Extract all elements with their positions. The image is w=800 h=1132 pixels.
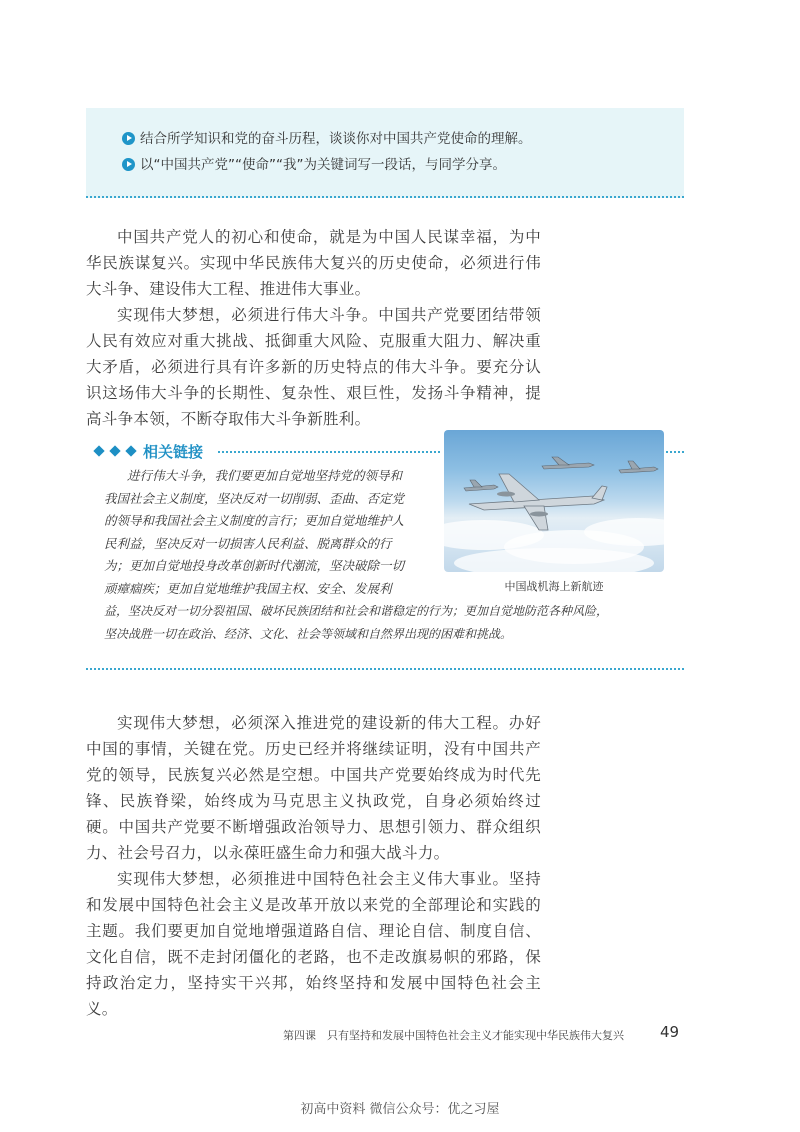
play-bullet-icon xyxy=(122,132,135,145)
heading-dotted-leader xyxy=(218,451,440,453)
paragraph: 实现伟大梦想，必须进行伟大斗争。中国共产党要团结带领人民有效应对重大挑战、抵御重大风险、克服重大阻力、解决重大矛盾，必须进行具有许多新的历史特点的伟大斗争。要充分认识这场伟大斗争的长期性、复杂性、艰巨性，发扬斗争精神，提高斗争本领，不断夺取伟大斗争新胜利。 xyxy=(86,306,541,428)
task-item-1: 结合所学知识和党的奋斗历程，谈谈你对中国共产党使命的理解。 xyxy=(122,127,532,147)
related-link-heading: 相关链接 xyxy=(95,441,203,462)
diamond-icon xyxy=(125,445,136,456)
divider-dotted xyxy=(86,196,684,198)
watermark-text: 初高中资料 微信公众号：优之习屋 xyxy=(300,1102,500,1117)
diamond-icon xyxy=(93,445,104,456)
discussion-task-box xyxy=(86,108,684,198)
related-link-line: 我国社会主义制度，坚决反对一切削弱、歪曲、否定党 xyxy=(104,491,405,506)
divider-dotted xyxy=(86,668,684,670)
page-number: 49 xyxy=(660,1023,680,1041)
task-item-2: 以“中国共产党”“使命”“我”为关键词写一段话，与同学分享。 xyxy=(122,153,506,173)
related-link-line: 民利益，坚决反对一切损害人民利益、脱离群众的行 xyxy=(104,536,392,551)
play-bullet-icon xyxy=(122,158,135,171)
paragraph: 中国共产党人的初心和使命，就是为中国人民谋幸福，为中华民族谋复兴。实现中华民族伟大复兴的历史使命，必须进行伟大斗争、建设伟大工程、推进伟大事业。 xyxy=(86,228,541,298)
chapter-title-footer: 第四课 只有坚持和发展中国特色社会主义才能实现中华民族伟大复兴 xyxy=(283,1029,624,1042)
fighter-jets-photo xyxy=(444,430,664,572)
related-link-line: 益，坚决反对一切分裂祖国、破坏民族团结和社会和谐稳定的行为；更加自觉地防范各种风险， xyxy=(104,604,609,618)
related-link-line: 坚决战胜一切在政治、经济、文化、社会等领域和自然界出现的困难和挑战。 xyxy=(104,627,513,641)
related-link-line: 为；更加自觉地投身改革创新时代潮流，坚决破除一切 xyxy=(104,558,405,573)
related-link-line: 的领导和我国社会主义制度的言行；更加自觉地维护人 xyxy=(104,513,405,528)
aircraft-illustration xyxy=(444,430,664,572)
paragraph: 实现伟大梦想，必须推进中国特色社会主义伟大事业。坚持和发展中国特色社会主义是改革开放以来党的全部理论和实践的主题。我们要更加自觉地增强道路自信、理论自信、制度自信、文化自信，既不走封闭僵化的老路，也不走改旗易帜的邪路，保持政治定力，坚持实干兴邦，始终坚持和发展中国特色社会主义。 xyxy=(86,870,542,1018)
diamond-icon xyxy=(109,445,120,456)
body-section-1 xyxy=(86,224,541,432)
heading-dotted-leader xyxy=(666,451,684,453)
photo-caption: 中国战机海上新航迹 xyxy=(504,580,604,593)
related-link-line: 顽瘴痼疾；更加自觉地维护我国主权、安全、发展利 xyxy=(104,581,392,596)
related-link-line: 进行伟大斗争，我们要更加自觉地坚持党的领导和 xyxy=(127,468,403,483)
paragraph: 实现伟大梦想，必须深入推进党的建设新的伟大工程。办好中国的事情，关键在党。历史已经并将继续证明，没有中国共产党的领导，民族复兴必然是空想。中国共产党要始终成为时代先锋、民族脊梁，始终成为马克思主义执政党，自身必须始终过硬。中国共产党要不断增强政治领导力、思想引领力、群众组织力、社会号召力，以永葆旺盛生命力和强大战斗力。 xyxy=(86,714,542,862)
body-section-2 xyxy=(86,710,541,1022)
